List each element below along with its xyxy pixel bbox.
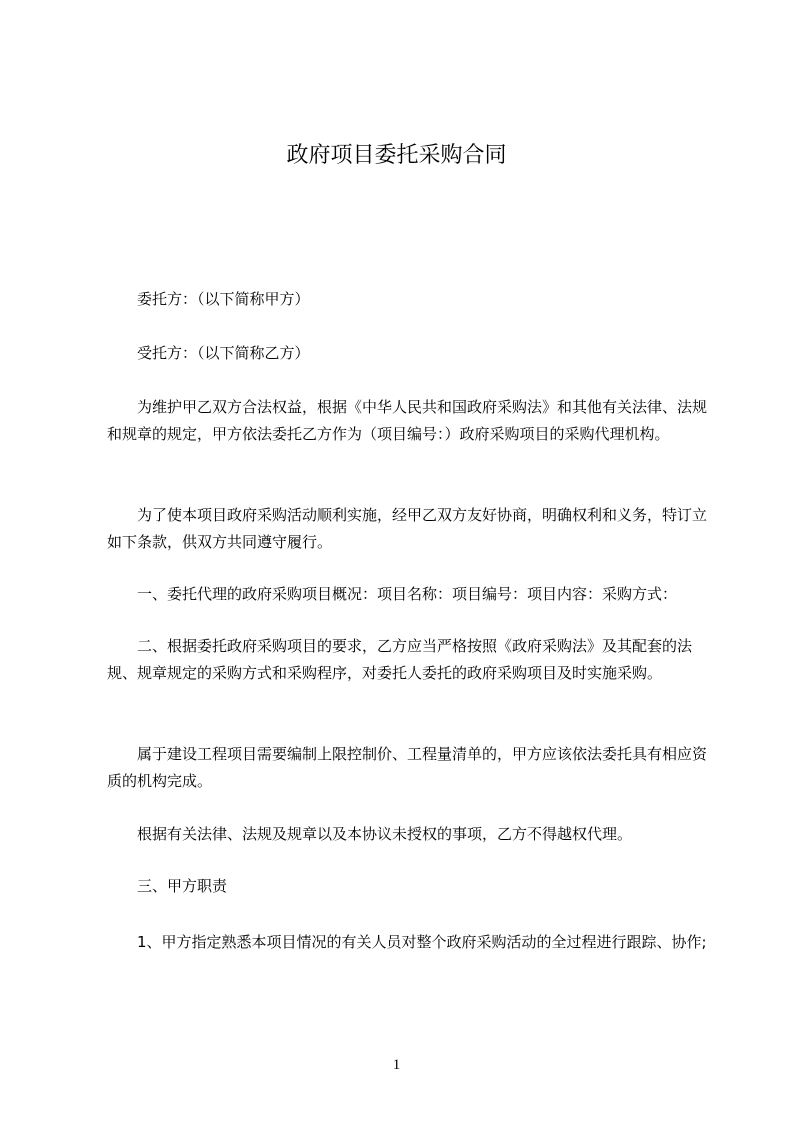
paragraph-construction: 属于建设工程项目需要编制上限控制价、工程量清单的，甲方应该依法委托具有相应资质的机构完成。	[107, 745, 708, 790]
section-2-requirements: 二、根据委托政府采购项目的要求，乙方应当严格按照《政府采购法》及其配套的法规、规章规定的采购方式和采购程序，对委托人委托的政府采购项目及时实施采购。	[107, 637, 693, 682]
paragraph-no-overreach: 根据有关法律、法规及规章以及本协议未授权的事项，乙方不得越权代理。	[137, 825, 633, 843]
page-number: 1	[392, 1057, 401, 1073]
paragraph-agent: 受托方：（以下简称乙方）	[137, 344, 310, 362]
paragraph-agreement: 为了使本项目政府采购活动顺利实施，经甲乙双方友好协商，明确权利和义务，特订立如下条款，供双方共同遵守履行。	[107, 506, 708, 551]
section-1-overview: 一、委托代理的政府采购项目概况：项目名称：项目编号：项目内容：采购方式：	[137, 585, 678, 603]
document-title: 政府项目委托采购合同	[286, 143, 507, 168]
section-3-heading: 三、甲方职责	[137, 877, 228, 895]
clause-3-1: 1、甲方指定熟悉本项目情况的有关人员对整个政府采购活动的全过程进行跟踪、协作;	[137, 933, 707, 951]
paragraph-client: 委托方：（以下简称甲方）	[137, 290, 310, 308]
paragraph-purpose: 为维护甲乙双方合法权益，根据《中华人民共和国政府采购法》和其他有关法律、法规和规章的规定，甲方依法委托乙方作为（项目编号：）政府采购项目的采购代理机构。	[107, 398, 708, 443]
